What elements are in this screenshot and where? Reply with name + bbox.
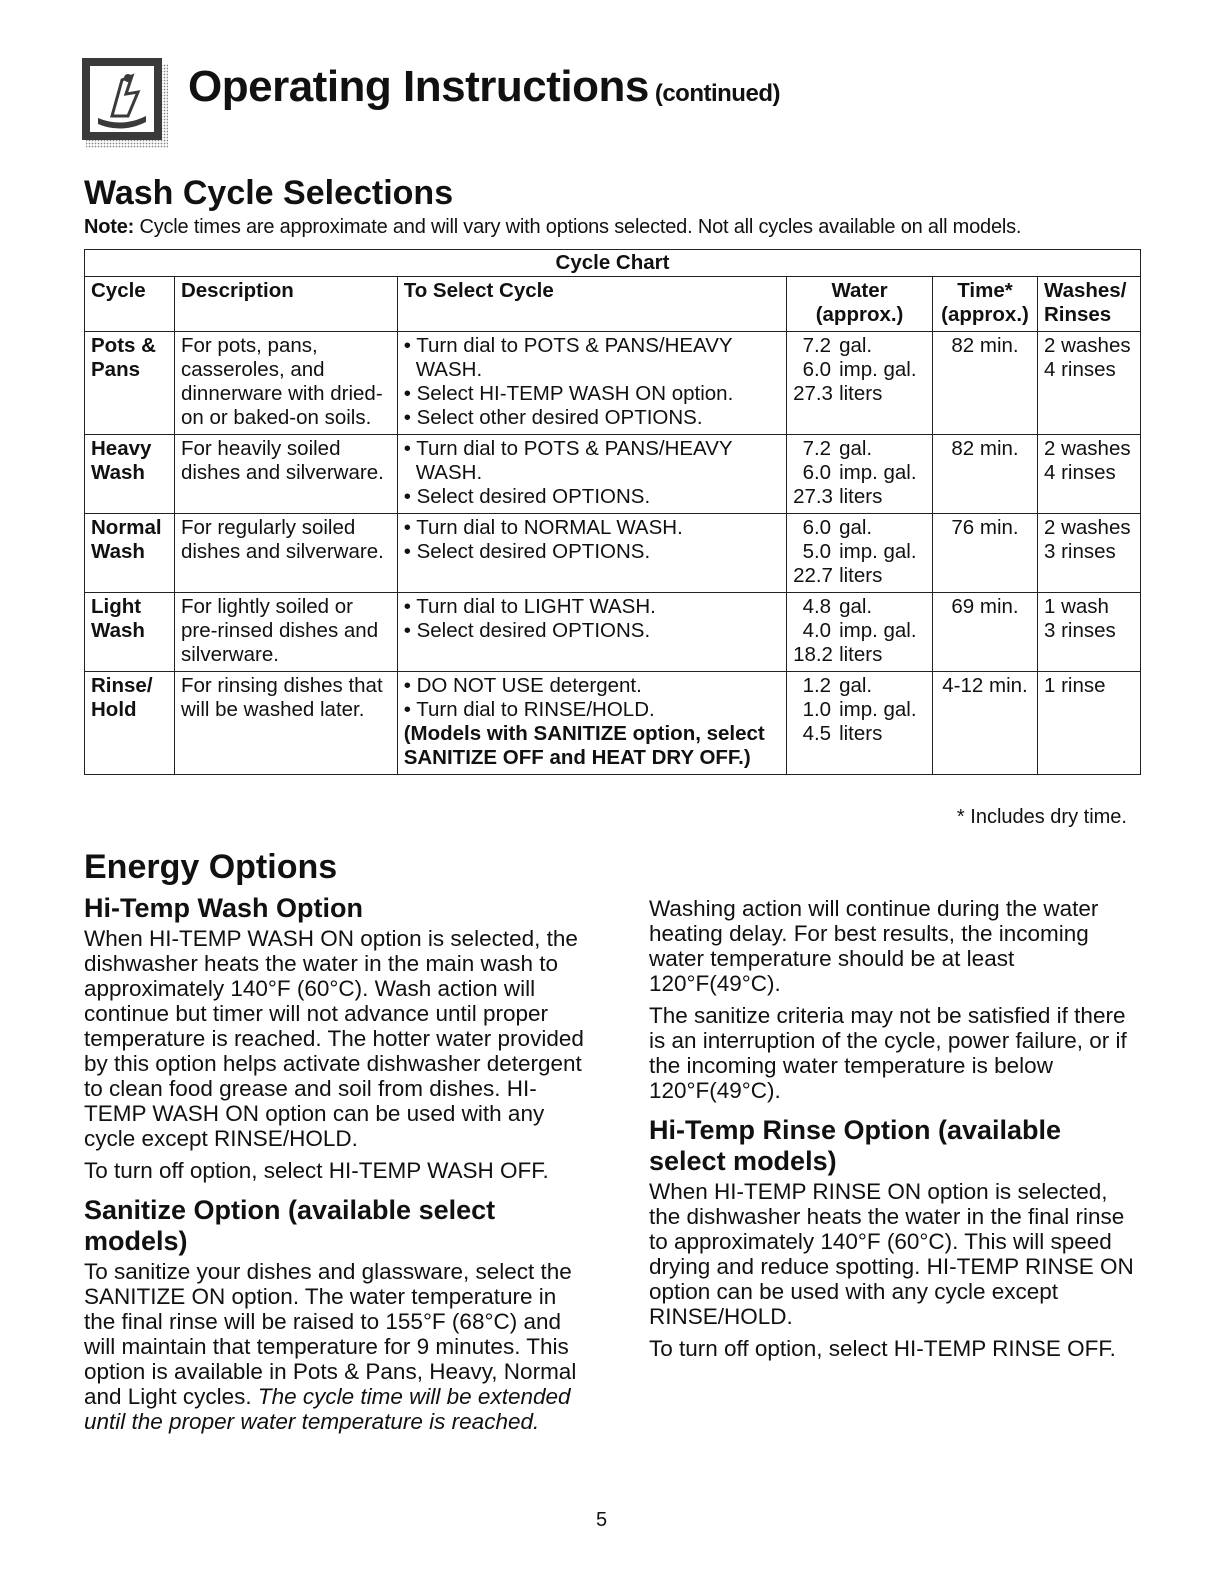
chart-caption: Cycle Chart xyxy=(85,250,1141,277)
washing-delay-text: Washing action will continue during the water heating delay. For best results, the incoming water temperature should be at least 120°F(49°C). xyxy=(649,896,1099,996)
cycle-name: Rinse/ Hold xyxy=(85,672,175,775)
col-washes: Washes/ Rinses xyxy=(1037,277,1140,332)
cycle-time: 82 min. xyxy=(933,435,1038,514)
table-row xyxy=(85,332,1141,435)
cycle-time: 76 min. xyxy=(933,514,1038,593)
cycle-description: For rinsing dishes that will be washed later. xyxy=(174,672,397,775)
dry-time-footnote: * Includes dry time. xyxy=(956,806,1127,828)
sanitize-criteria-text: The sanitize criteria may not be satisfied if there is an interruption of the cycle, power failure, or if the incoming water temperature is below 120°F(49°C). xyxy=(649,1003,1127,1103)
table-row xyxy=(85,514,1141,593)
table-row xyxy=(85,593,1141,672)
hitemp-wash-heading: Hi-Temp Wash Option xyxy=(84,893,363,923)
cycle-water: 4.8 gal. 4.0 imp. gal. 18.2 liters xyxy=(787,593,933,672)
sanitize-heading: Sanitize Option (available select models) xyxy=(84,1195,496,1256)
table-row xyxy=(85,435,1141,514)
cycle-time: 4-12 min. xyxy=(933,672,1038,775)
page-title: Operating Instructions (continued) xyxy=(188,62,780,111)
hitemp-rinse-heading: Hi-Temp Rinse Option (available select models) xyxy=(649,1115,1062,1176)
cycle-time: 69 min. xyxy=(933,593,1038,672)
cycle-description: For regularly soiled dishes and silverware. xyxy=(174,514,397,593)
hitemp-wash-off-text: To turn off option, select HI-TEMP WASH OFF. xyxy=(84,1158,549,1183)
continued-label: (continued) xyxy=(654,80,780,107)
col-water: Water (approx.) xyxy=(787,277,933,332)
cycle-steps: • Turn dial to POTS & PANS/HEAVY WASH. • Select desired OPTIONS. xyxy=(397,435,786,514)
col-time: Time* (approx.) xyxy=(933,277,1038,332)
cycle-name: Pots & Pans xyxy=(85,332,175,435)
sanitize-note: (Models with SANITIZE option, select SANITIZE OFF and HEAT DRY OFF.) xyxy=(403,722,765,769)
cycle-note: Note: Cycle times are approximate and will vary with options selected. Not all cycles available on all models. xyxy=(84,216,1022,238)
chart-header-row xyxy=(85,277,1141,332)
cycle-water: 7.2 gal. 6.0 imp. gal. 27.3 liters xyxy=(787,332,933,435)
cycle-time: 82 min. xyxy=(933,332,1038,435)
cycle-name: Normal Wash xyxy=(85,514,175,593)
cycle-name: Light Wash xyxy=(85,593,175,672)
left-column xyxy=(84,893,584,1434)
page-number: 5 xyxy=(596,1509,608,1531)
cycle-steps: • Turn dial to NORMAL WASH. • Select desired OPTIONS. xyxy=(397,514,786,593)
cycle-washes: 2 washes 4 rinses xyxy=(1037,435,1140,514)
cycle-steps: • Turn dial to POTS & PANS/HEAVY WASH. • Select HI-TEMP WASH ON option. • Select other desired OPTIONS. xyxy=(397,332,786,435)
wash-cycle-heading: Wash Cycle Selections xyxy=(84,174,454,212)
cycle-washes: 2 washes 3 rinses xyxy=(1037,514,1140,593)
hitemp-rinse-text: When HI-TEMP RINSE ON option is selected, the dishwasher heats the water in the final rinse to approximately 140°F (60°C). This will speed drying and reduce spotting. HI-TEMP RINSE ON option can be used with any cycle except RINSE/HOLD. xyxy=(649,1179,1134,1329)
hitemp-wash-text: When HI-TEMP WASH ON option is selected, the dishwasher heats the water in the main wash to approximately 140°F (60°C). Wash action will continue but timer will not advance until proper temperature is reached. The hotter water provided by this option helps activate dishwasher detergent to clean food grease and soil from dishes. HI-TEMP WASH ON option can be used with any cycle except RINSE/HOLD. xyxy=(84,926,584,1151)
cycle-description: For lightly soiled or pre-rinsed dishes and silverware. xyxy=(174,593,397,672)
table-row xyxy=(85,672,1141,775)
energy-options-heading: Energy Options xyxy=(84,848,338,886)
cycle-steps: • Turn dial to LIGHT WASH. • Select desired OPTIONS. xyxy=(397,593,786,672)
cycle-description: For pots, pans, casseroles, and dinnerware with dried-on or baked-on soils. xyxy=(174,332,397,435)
cycle-chart xyxy=(84,249,1141,775)
cycle-water: 1.2 gal. 1.0 imp. gal. 4.5 liters xyxy=(787,672,933,775)
cycle-washes: 1 rinse xyxy=(1037,672,1140,775)
cycle-washes: 2 washes 4 rinses xyxy=(1037,332,1140,435)
hitemp-rinse-off-text: To turn off option, select HI-TEMP RINSE OFF. xyxy=(649,1336,1116,1361)
cycle-water: 6.0 gal. 5.0 imp. gal. 22.7 liters xyxy=(787,514,933,593)
col-select: To Select Cycle xyxy=(397,277,786,332)
sanitize-italic-note: The cycle time will be extended until the proper water temperature is reached. xyxy=(84,1384,571,1434)
right-column xyxy=(649,896,1144,1368)
dishwasher-icon xyxy=(82,58,170,150)
cycle-water: 7.2 gal. 6.0 imp. gal. 27.3 liters xyxy=(787,435,933,514)
cycle-washes: 1 wash 3 rinses xyxy=(1037,593,1140,672)
sanitize-text: To sanitize your dishes and glassware, select the SANITIZE ON option. The water temperature in the final rinse will be raised to 155°F (68°C) and will maintain that temperature for 9 minutes. This option is available in Pots & Pans, Heavy, Normal and Light cycles. The cycle time will be extended until the proper water temperature is reached. xyxy=(84,1259,577,1434)
cycle-description: For heavily soiled dishes and silverware. xyxy=(174,435,397,514)
cycle-steps: • DO NOT USE detergent. • Turn dial to RINSE/HOLD. (Models with SANITIZE option, select SANITIZE OFF and HEAT DRY OFF.) xyxy=(397,672,786,775)
col-description: Description xyxy=(174,277,397,332)
cycle-name: Heavy Wash xyxy=(85,435,175,514)
col-cycle: Cycle xyxy=(85,277,175,332)
